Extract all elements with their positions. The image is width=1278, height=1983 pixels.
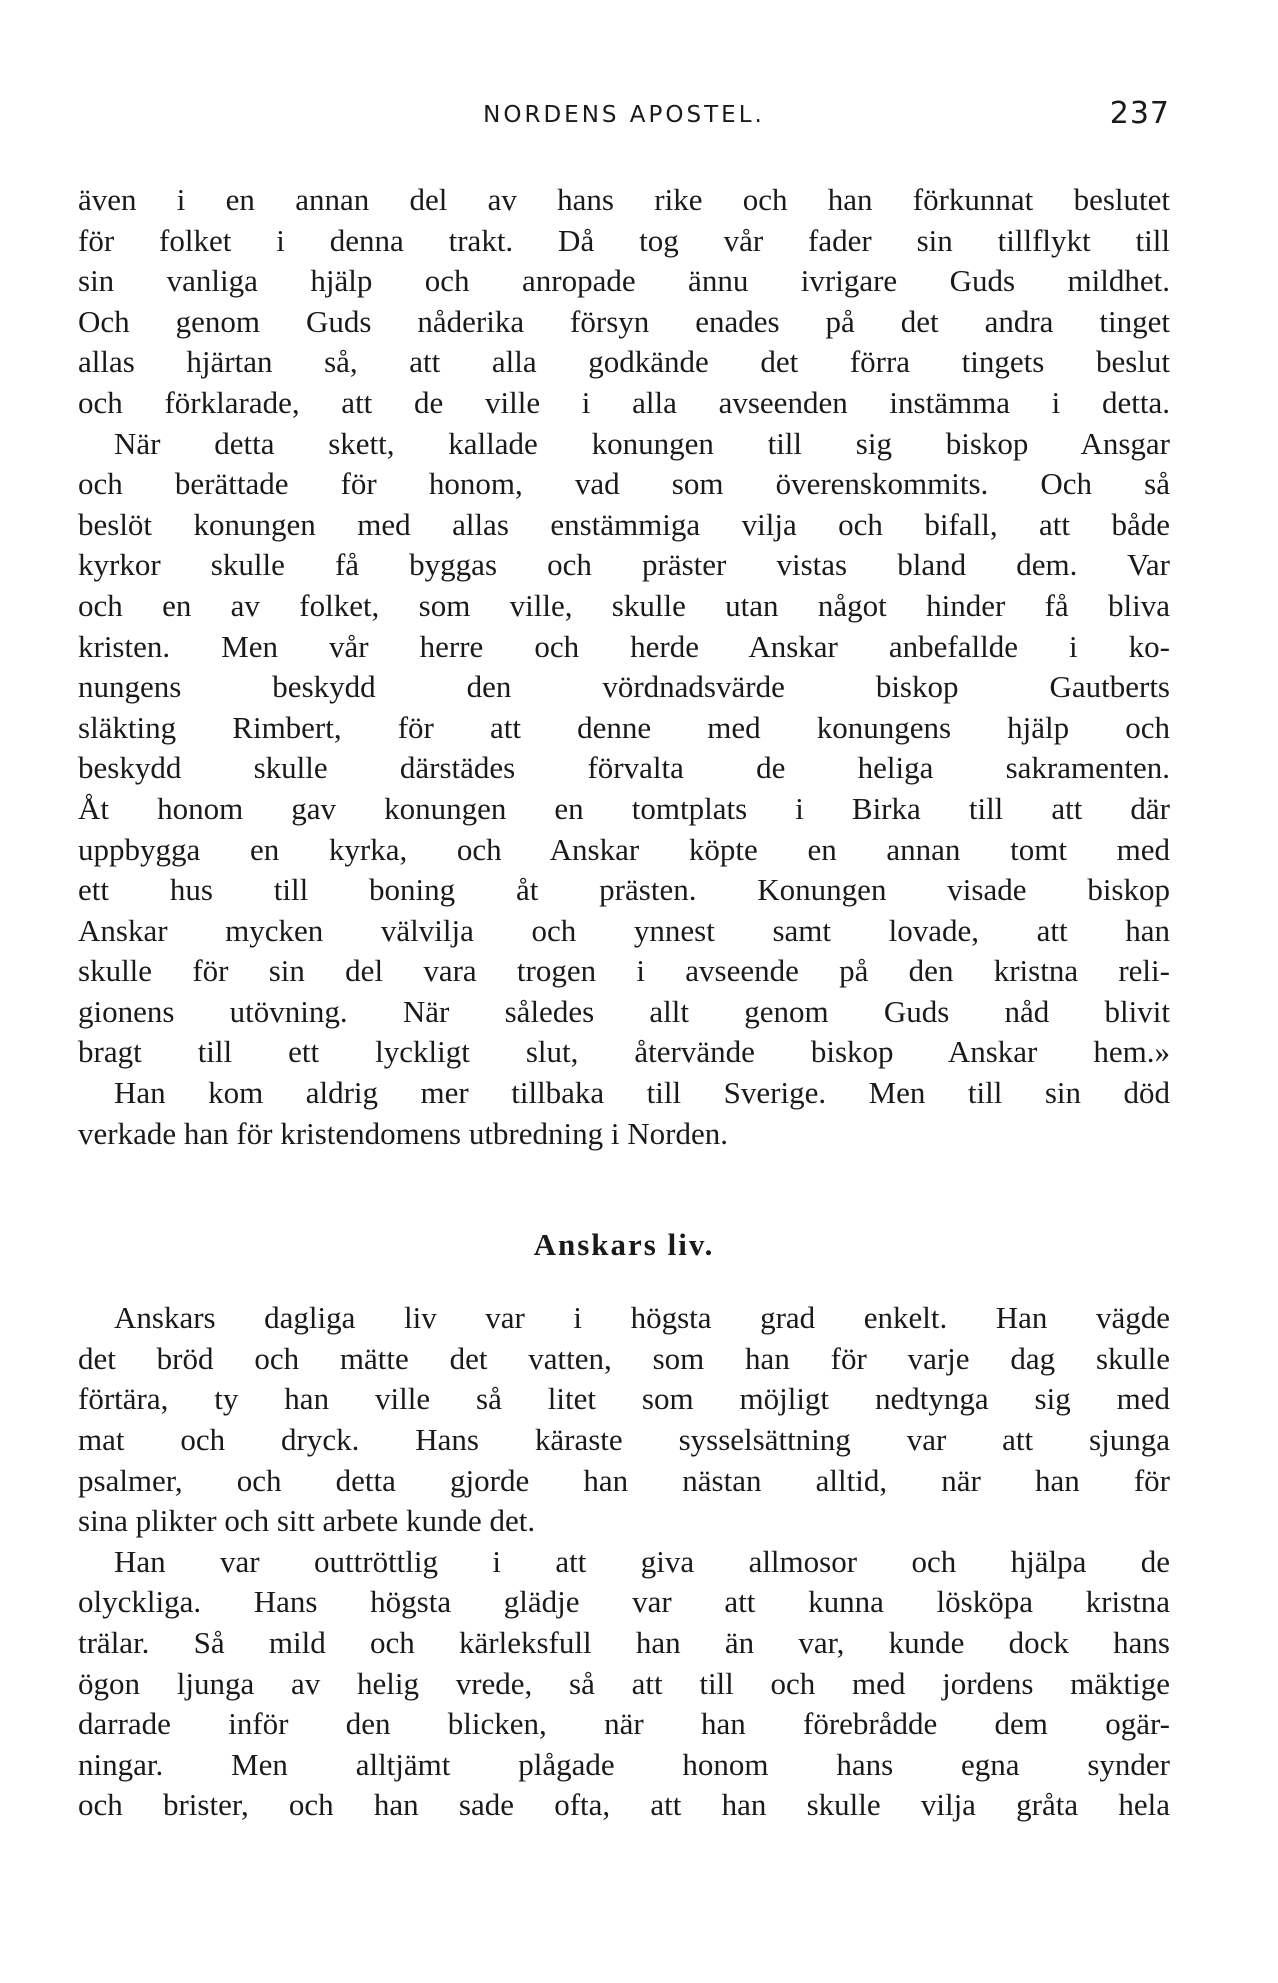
page-number: 237: [1109, 96, 1170, 131]
text-line: uppbygga en kyrka, och Anskar köpte en annan tomt med: [78, 831, 1170, 867]
text-line: sina plikter och sitt arbete kunde det.: [78, 1503, 536, 1539]
text-line: skulle för sin del vara trogen i avseende på den kristna reli-: [78, 953, 1170, 989]
text-line: mat och dryck. Hans käraste sysselsättning var att sjunga: [78, 1422, 1170, 1458]
text-line: för folket i denna trakt. Då tog vår fader sin tillflykt till: [78, 222, 1170, 258]
text-line: Han kom aldrig mer tillbaka till Sverige. Men till sin död: [114, 1075, 1170, 1111]
section-heading: Anskars liv.: [533, 1227, 715, 1263]
body-text: [78, 180, 1170, 1826]
text-line: Och genom Guds nåderika försyn enades på det andra tinget: [78, 303, 1170, 339]
paragraph-3: [78, 1073, 1170, 1154]
text-line: allas hjärtan så, att alla godkände det förra tingets beslut: [78, 344, 1170, 380]
text-line: psalmer, och detta gjorde han nästan alltid, när han för: [78, 1462, 1170, 1498]
text-line: Han var outtröttlig i att giva allmosor och hjälpa de: [114, 1543, 1170, 1579]
text-line: det bröd och mätte det vatten, som han för varje dag skulle: [78, 1340, 1170, 1376]
text-line: och brister, och han sade ofta, att han skulle vilja gråta hela: [78, 1787, 1170, 1823]
text-line: och berättade för honom, vad som överenskommits. Och så: [78, 466, 1170, 502]
text-line: Anskar mycken välvilja och ynnest samt lovade, att han: [78, 912, 1170, 948]
text-line: När detta skett, kallade konungen till sig biskop Ansgar: [114, 425, 1170, 461]
text-line: ögon ljunga av helig vrede, så att till och med jordens mäktige: [78, 1665, 1170, 1701]
heading-spacer: [78, 1272, 1170, 1298]
text-line: nungens beskydd den vördnadsvärde biskop Gautberts: [78, 669, 1170, 705]
text-line: bragt till ett lyckligt slut, återvände biskop Anskar hem.»: [78, 1034, 1170, 1070]
text-line: olyckliga. Hans högsta glädje var att kunna lösköpa kristna: [78, 1584, 1170, 1620]
paragraph-5: [78, 1542, 1170, 1826]
heading-spacer: [78, 1154, 1170, 1218]
text-line: och en av folket, som ville, skulle utan något hinder få bliva: [78, 587, 1170, 623]
paragraph-4: [78, 1298, 1170, 1542]
text-line: beslöt konungen med allas enstämmiga vilja och bifall, att både: [78, 506, 1170, 542]
text-line: trälar. Så mild och kärleksfull han än var, kunde dock hans: [78, 1625, 1170, 1660]
paragraph-1: [78, 180, 1170, 424]
text-line: sin vanliga hjälp och anropade ännu ivrigare Guds mildhet.: [78, 263, 1170, 299]
text-line: och förklarade, att de ville i alla avseenden instämma i detta.: [78, 384, 1170, 420]
text-line: kristen. Men vår herre och herde Anskar anbefallde i ko-: [78, 628, 1170, 664]
text-line: kyrkor skulle få byggas och präster vistas bland dem. Var: [78, 547, 1170, 583]
text-line: ett hus till boning åt prästen. Konungen visade biskop: [78, 872, 1170, 908]
running-header: [78, 96, 1170, 136]
text-line: ningar. Men alltjämt plågade honom hans egna synder: [78, 1746, 1170, 1782]
text-line: släkting Rimbert, för att denne med konungens hjälp och: [78, 709, 1170, 745]
text-line: även i en annan del av hans rike och han förkunnat beslutet: [78, 182, 1170, 217]
paragraph-2: [78, 424, 1170, 1074]
text-line: Anskars dagliga liv var i högsta grad enkelt. Han vägde: [114, 1300, 1170, 1336]
text-line: gionens utövning. När således allt genom Guds nåd blivit: [78, 993, 1170, 1029]
running-title: NORDENS APOSTEL.: [483, 102, 765, 128]
text-line: Åt honom gav konungen en tomtplats i Birka till att där: [78, 790, 1170, 826]
text-line: verkade han för kristendomens utbredning i Norden.: [78, 1115, 728, 1151]
text-line: beskydd skulle därstädes förvalta de heliga sakramenten.: [78, 750, 1170, 786]
text-line: darrade inför den blicken, när han förebrådde dem ogär-: [78, 1706, 1170, 1742]
text-line: förtära, ty han ville så litet som möjligt nedtynga sig med: [78, 1381, 1170, 1417]
